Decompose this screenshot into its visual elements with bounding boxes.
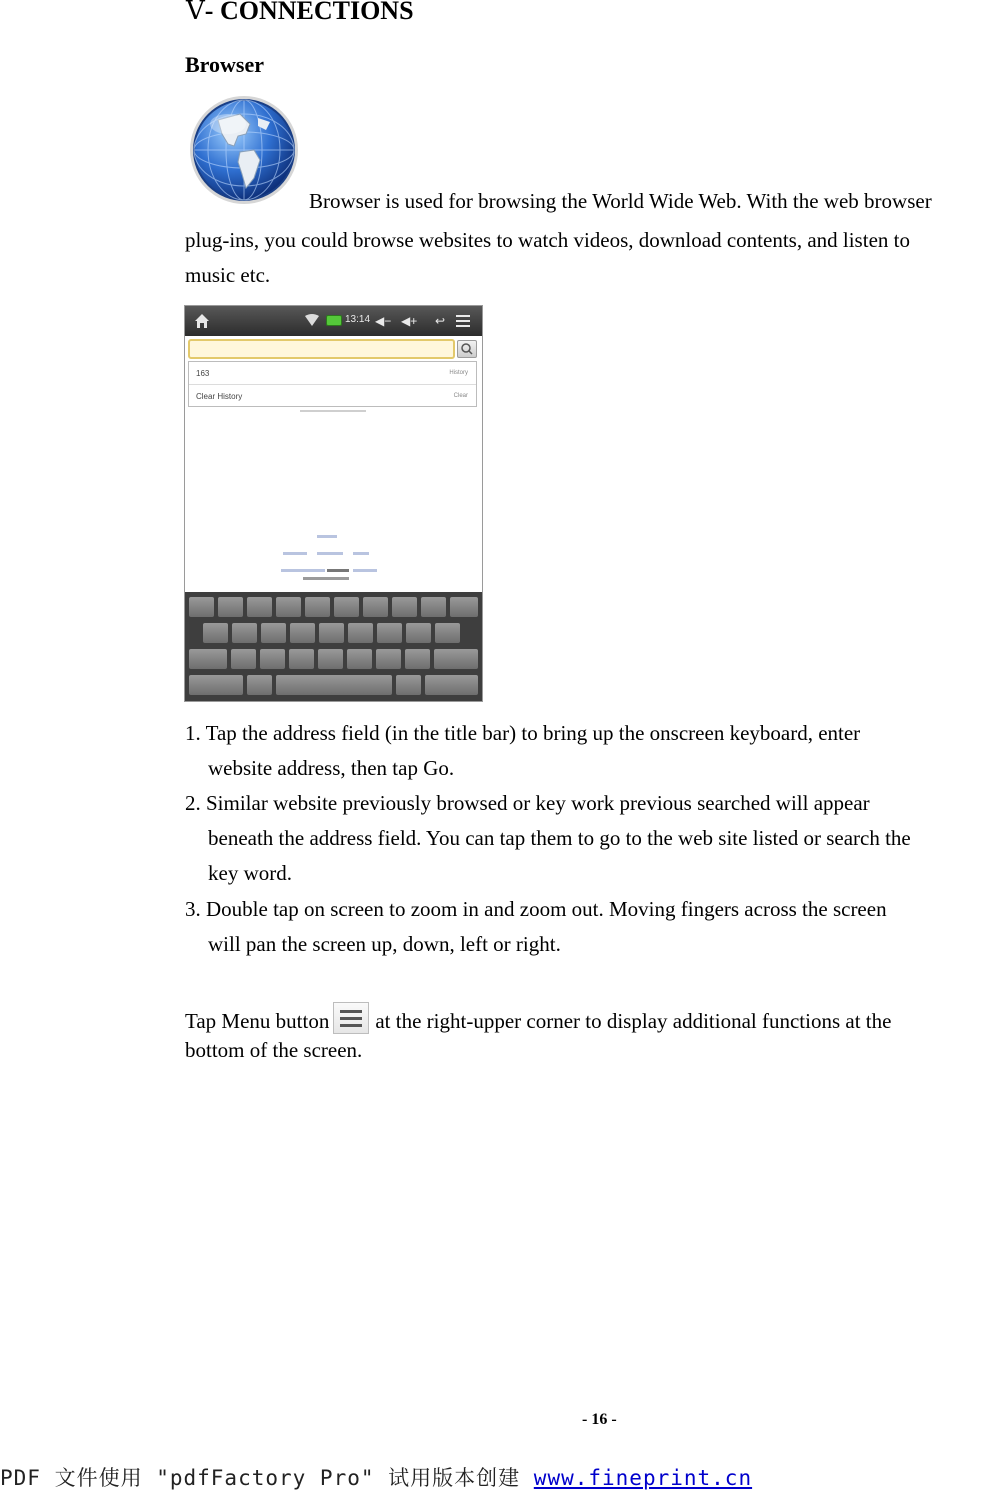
browser-globe-icon [188,94,300,206]
keyboard-key[interactable] [348,623,373,643]
keyboard-key[interactable] [392,597,417,617]
pdf-footer [0,1462,752,1492]
menu-note-before: Tap Menu button [185,1009,330,1033]
step-1-line-1: 1. Tap the address field (in the title bar) to bring up the onscreen keyboard, enter [185,721,861,745]
copyright-line [303,577,349,580]
keyboard-key[interactable] [376,649,401,669]
keyboard-key[interactable] [232,623,257,643]
google-link-line [353,552,369,555]
keyboard-key[interactable] [377,623,402,643]
step-3-line-2: will pan the screen up, down, left or right. [208,932,561,956]
suggestion-tag: History [449,370,468,376]
step-2-line-3: key word. [208,861,292,885]
footer-text: PDF 文件使用 "pdfFactory Pro" 试用版本创建 [0,1466,534,1490]
battery-icon [326,315,342,326]
menu-button-icon [333,1002,369,1034]
device-status-bar [185,306,482,336]
keyboard-key[interactable] [363,597,388,617]
keyboard-key[interactable] [318,649,343,669]
status-clock: 13:14 [345,314,371,325]
suggestion-text: 163 [196,369,210,378]
menu-note-after: at the right-upper corner to display additional functions at the [375,1009,892,1033]
intro-line-3: music etc. [185,263,271,287]
symbols-key[interactable] [189,675,243,695]
page-number: - 16 - [582,1411,617,1428]
keyboard-key[interactable] [231,649,256,669]
keyboard-key[interactable] [247,597,272,617]
keyboard-key[interactable] [247,675,272,695]
suggestion-item[interactable] [189,362,476,385]
search-icon [458,341,476,357]
keyboard-key[interactable] [261,623,286,643]
keyboard-key[interactable] [406,623,431,643]
space-key[interactable] [276,675,392,695]
section-title: - CONNECTIONS [204,0,414,25]
shift-key[interactable] [189,649,227,669]
google-link-line [283,552,307,555]
keyboard-key[interactable] [203,623,228,643]
volume-up-icon: ◀+ [401,314,418,328]
menu-note-line-2: bottom of the screen. [185,1038,363,1062]
keyboard-key[interactable] [405,649,430,669]
go-key[interactable] [425,675,478,695]
browser-screenshot [184,305,483,702]
backspace-key[interactable] [434,649,478,669]
google-link-line [317,552,343,555]
address-field[interactable] [188,339,455,359]
keyboard-key[interactable] [218,597,243,617]
back-arrow-icon: ↩ [435,314,446,328]
onscreen-keyboard [185,592,482,701]
section-heading [186,0,414,26]
step-1-line-2: website address, then tap Go. [208,756,455,780]
keyboard-key[interactable] [421,597,446,617]
keyboard-key[interactable] [260,649,285,669]
search-go-button[interactable] [457,340,477,358]
google-link-line [281,569,325,572]
menu-icon [456,314,470,328]
step-3-line-1: 3. Double tap on screen to zoom in and zoom out. Moving fingers across the screen [185,897,887,921]
keyboard-key[interactable] [319,623,344,643]
suggestion-item[interactable] [189,385,476,407]
keyboard-key[interactable] [450,597,478,617]
google-link-line [353,569,377,572]
step-2-line-1: 2. Similar website previously browsed or key work previous searched will appear [185,791,870,815]
keyboard-key[interactable] [334,597,359,617]
google-link-line [317,535,337,538]
suggestion-tag: Clear [453,393,468,399]
intro-line-2: plug-ins, you could browse websites to watch videos, download contents, and listen to [185,228,910,252]
suggestion-text: Clear History [196,392,243,401]
browser-subheading: Browser [185,52,265,77]
keyboard-key[interactable] [396,675,421,695]
volume-down-icon: ◀− [375,314,392,328]
google-link-line [327,569,349,572]
keyboard-key[interactable] [435,623,460,643]
home-icon [194,313,210,329]
step-2-line-2: beneath the address field. You can tap them to go to the web site listed or search the [208,826,911,850]
keyboard-key[interactable] [305,597,330,617]
suggestion-list [188,361,477,407]
keyboard-key[interactable] [347,649,372,669]
keyboard-key[interactable] [276,597,301,617]
keyboard-key[interactable] [290,623,315,643]
keyboard-key[interactable] [189,597,214,617]
keyboard-key[interactable] [289,649,314,669]
intro-line-1: Browser is used for browsing the World Wide Web. With the web browser [309,189,932,213]
wifi-icon [305,314,319,326]
page-faint-text [300,410,366,412]
section-roman-numeral: Ⅴ [186,0,205,25]
footer-link[interactable]: www.fineprint.cn [533,1466,753,1490]
